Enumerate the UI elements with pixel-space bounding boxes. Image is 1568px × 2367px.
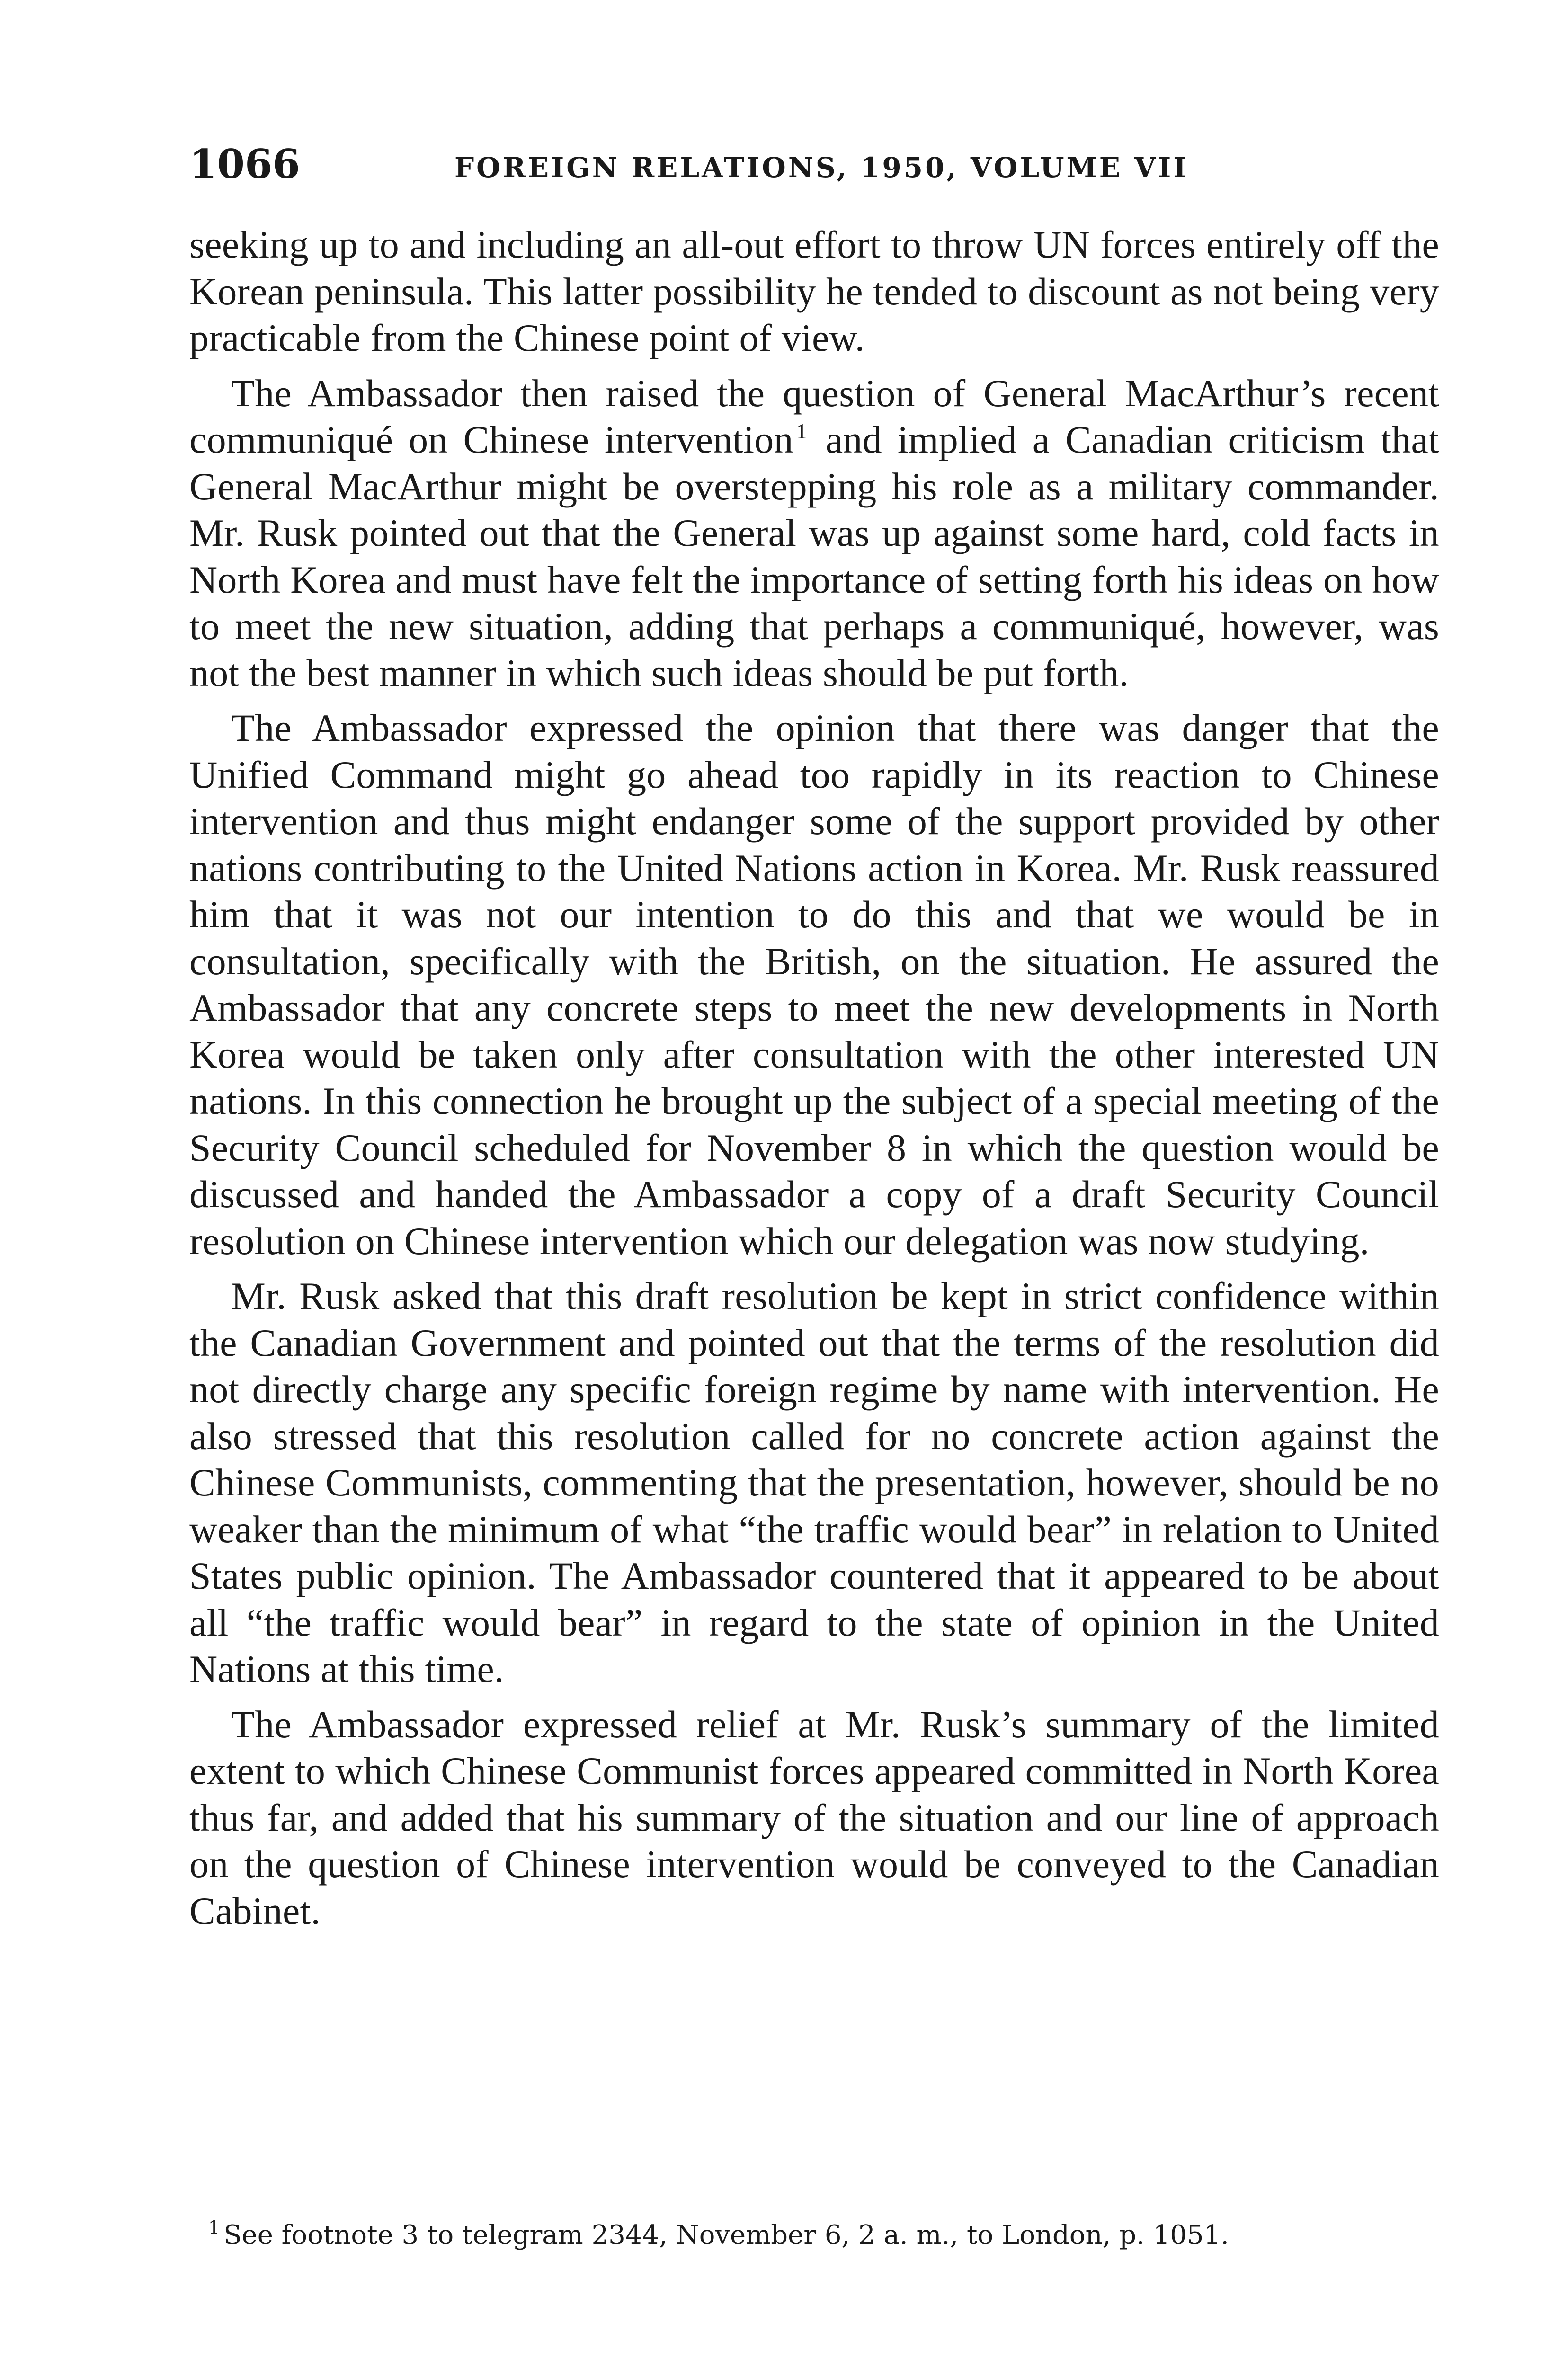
running-title: FOREIGN RELATIONS, 1950, VOLUME VII <box>454 151 1189 184</box>
page-number: 1066 <box>189 141 300 187</box>
running-head <box>189 138 1468 190</box>
paragraph: seeking up to and including an all-out effort to throw UN forces entirely off the Korean peninsula. This latter possibility he tended to discount as not being very practicable from the Chinese point of view. <box>189 223 1439 359</box>
footnote-marker: 1 <box>208 2217 220 2238</box>
paragraph-text: and implied a Canadian criticism that General MacArthur might be overstepping his role as a military commander. Mr. Rusk pointed out that the General was up against some hard, cold facts in North Korea and must have felt the importance of setting forth his ideas on how to meet the new situation, adding that perhaps a communiqué, however, was not the best manner in which such ideas should be put forth. <box>189 418 1439 694</box>
paragraph: The Ambassador expressed relief at Mr. Rusk’s summary of the limited extent to which Chinese Communist forces appeared committed in North Korea thus far, and added that his summary of the situation and our line of approach on the question of Chinese intervention would be conveyed to the Canadian Cabinet. <box>189 1702 1439 1932</box>
paragraph-text: The Ambassador then raised the question of General MacArthur’s recent communiqué on Chinese intervention <box>189 371 1439 461</box>
paragraph: The Ambassador expressed the opinion that there was danger that the Unified Command might go ahead too rapidly in its reaction to Chinese intervention and thus might endanger some of the support provided by other nations contributing to the United Nations action in Korea. Mr. Rusk reassured him that it was not our intention to do this and that we would be in consultation, specifically with the British, on the situation. He assured the Ambassador that any concrete steps to meet the new developments in North Korea would be taken only after consultation with the other interested UN nations. In this connection he brought up the subject of a special meeting of the Security Council scheduled for November 8 in which the question would be discussed and handed the Ambassador a copy of a draft Security Council resolution on Chinese intervention which our delegation was now studying. <box>189 706 1439 1263</box>
paragraph <box>189 370 1439 697</box>
paragraph: Mr. Rusk asked that this draft resolution be kept in strict confidence within the Canadian Government and pointed out that the terms of the resolution did not directly charge any specific foreign regime by name with intervention. He also stressed that this resolution called for no concrete action against the Chinese Communists, commenting that the presentation, however, should be no weaker than the minimum of what “the traffic would bear” in relation to United States public opinion. The Ambassador countered that it appeared to be about all “the traffic would bear” in regard to the state of opinion in the United Nations at this time. <box>189 1274 1439 1691</box>
body-text <box>189 222 1439 1943</box>
footnote-text: See footnote 3 to telegram 2344, November 6, 2 a. m., to London, p. 1051. <box>223 2220 1229 2251</box>
footnote-reference[interactable]: 1 <box>796 419 807 443</box>
footnote <box>208 2208 1449 2254</box>
